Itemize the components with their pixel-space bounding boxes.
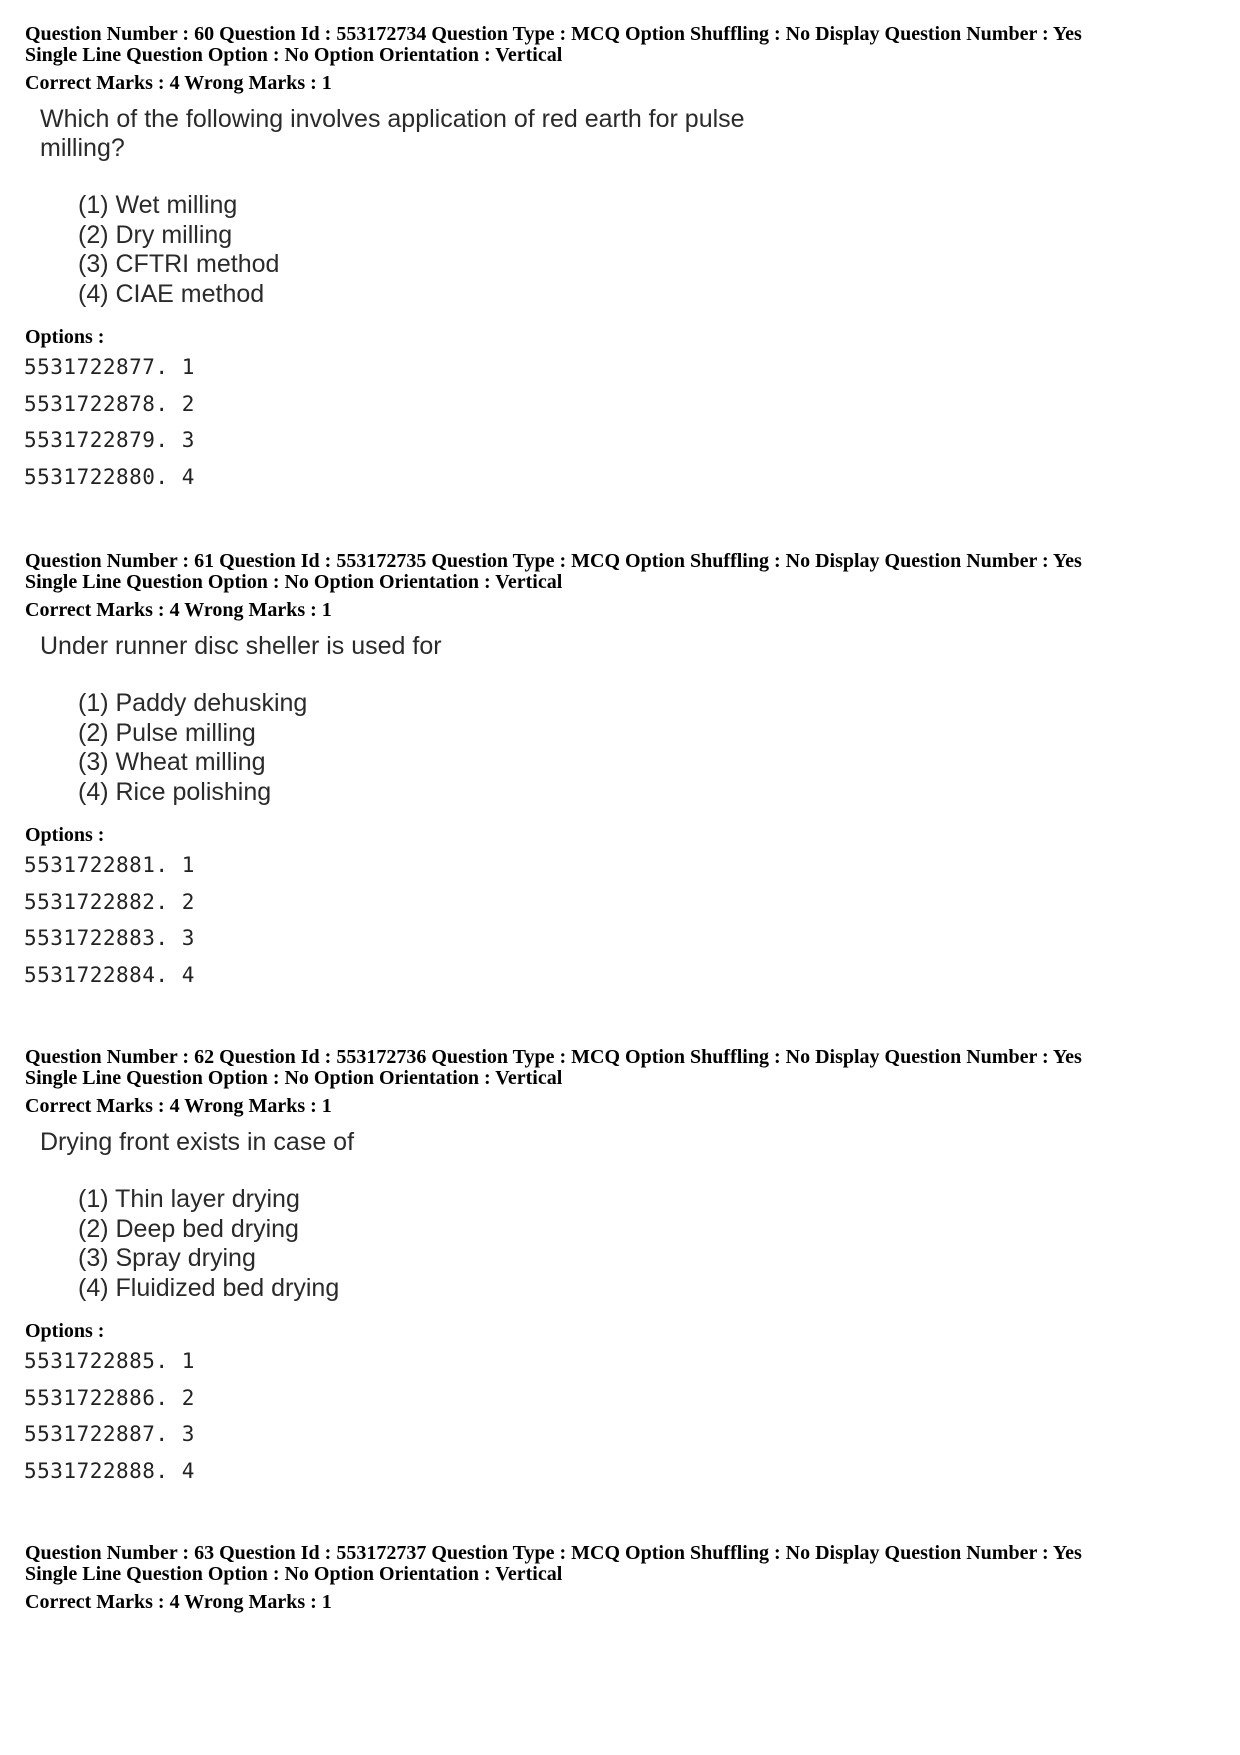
question-body (25, 1128, 1215, 1303)
question-block-60 (25, 24, 1215, 495)
question-meta-line1: Question Number : 63 Question Id : 553172737 Question Type : MCQ Option Shuffling : No Display Question Number : Yes (25, 1542, 1082, 1564)
option-id-row: 5531722885. 1 (24, 1349, 195, 1373)
question-block-63 (25, 1543, 1215, 1614)
question-block-61 (25, 551, 1215, 993)
choice-item: (4) Rice polishing (78, 777, 272, 806)
question-meta-line2: Single Line Question Option : No Option Orientation : Vertical (25, 44, 563, 66)
option-id-row: 5531722884. 4 (24, 962, 195, 987)
choice-item: (2) Dry milling (78, 220, 233, 249)
question-body (25, 632, 1215, 807)
question-meta-line1: Question Number : 60 Question Id : 553172734 Question Type : MCQ Option Shuffling : No Display Question Number : Yes (25, 23, 1082, 45)
question-choices (40, 191, 1215, 309)
option-id-row: 5531722881. 1 (24, 853, 195, 877)
option-id-row: 5531722877. 1 (24, 355, 195, 379)
question-meta-line2: Single Line Question Option : No Option Orientation : Vertical (25, 1067, 563, 1089)
question-text: Under runner disc sheller is used for (40, 632, 442, 660)
option-id-row: 5531722880. 4 (24, 464, 195, 489)
option-id-row: 5531722883. 3 (24, 926, 195, 950)
marks-line: Correct Marks : 4 Wrong Marks : 1 (25, 1591, 332, 1613)
choice-item: (3) CFTRI method (78, 250, 280, 278)
option-id-row: 5531722887. 3 (24, 1422, 195, 1446)
option-id-row: 5531722879. 3 (24, 428, 195, 452)
question-choices (40, 1185, 1215, 1303)
option-id-row: 5531722878. 2 (24, 391, 195, 416)
question-meta-line1: Question Number : 62 Question Id : 553172736 Question Type : MCQ Option Shuffling : No Display Question Number : Yes (25, 1046, 1082, 1068)
choice-item: (3) Spray drying (78, 1244, 256, 1272)
question-meta-line2: Single Line Question Option : No Option Orientation : Vertical (25, 1563, 563, 1585)
question-meta-line2: Single Line Question Option : No Option Orientation : Vertical (25, 571, 563, 593)
question-text: Drying front exists in case of (40, 1128, 355, 1156)
marks-line: Correct Marks : 4 Wrong Marks : 1 (25, 599, 332, 621)
choice-item: (2) Pulse milling (78, 718, 256, 747)
options-label: Options : (25, 1320, 105, 1342)
option-id-row: 5531722888. 4 (24, 1458, 195, 1483)
marks-line: Correct Marks : 4 Wrong Marks : 1 (25, 1095, 332, 1117)
question-body (25, 105, 1215, 309)
choice-item: (1) Wet milling (78, 191, 238, 219)
choice-item: (1) Thin layer drying (78, 1185, 300, 1213)
option-id-row: 5531722882. 2 (24, 889, 195, 914)
options-label: Options : (25, 326, 105, 348)
question-text: Which of the following involves application of red earth for pulse milling? (40, 105, 745, 162)
question-block-62 (25, 1047, 1215, 1489)
option-id-row: 5531722886. 2 (24, 1385, 195, 1410)
choice-item: (3) Wheat milling (78, 748, 266, 776)
choice-item: (4) CIAE method (78, 279, 265, 308)
question-choices (40, 689, 1215, 807)
marks-line: Correct Marks : 4 Wrong Marks : 1 (25, 72, 332, 94)
choice-item: (2) Deep bed drying (78, 1214, 299, 1243)
choice-item: (1) Paddy dehusking (78, 689, 308, 717)
choice-item: (4) Fluidized bed drying (78, 1273, 340, 1302)
question-meta-line1: Question Number : 61 Question Id : 553172735 Question Type : MCQ Option Shuffling : No Display Question Number : Yes (25, 550, 1082, 572)
options-label: Options : (25, 824, 105, 846)
